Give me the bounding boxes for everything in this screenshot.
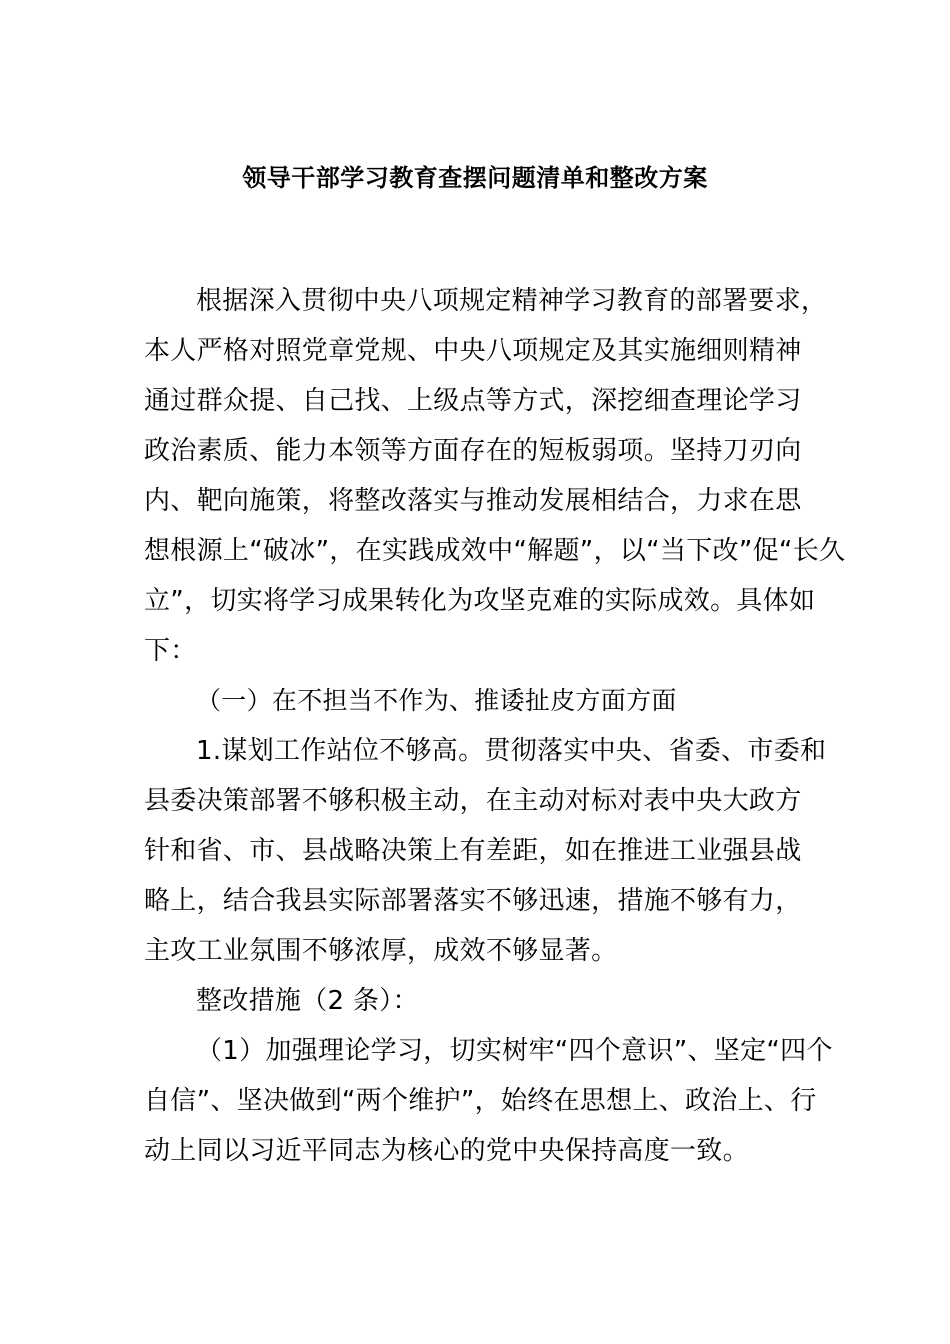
paragraph-line: 动上同以习近平同志为核心的党中央保持高度一致。: [144, 1136, 749, 1166]
document-title: 领导干部学习教育查摆问题清单和整改方案: [242, 164, 708, 192]
paragraph-line: 下：: [144, 636, 197, 666]
paragraph-line: 主攻工业氛围不够浓厚，成效不够显著。: [144, 936, 618, 966]
paragraph-line: 想根源上“破冰”，在实践成效中“解题”，以“当下改”促“长久: [144, 536, 846, 566]
paragraph-line: 自信”、坚决做到“两个维护”，始终在思想上、政治上、行: [144, 1086, 817, 1116]
paragraph-line: 通过群众提、自己找、上级点等方式，深挖细查理论学习: [144, 386, 802, 416]
measures-heading: 整改措施（2 条）：: [196, 986, 419, 1016]
paragraph-line: 内、靶向施策，将整改落实与推动发展相结合，力求在思: [144, 486, 802, 516]
section-heading: （一）在不担当不作为、推诿扯皮方面方面: [196, 686, 677, 715]
paragraph-line: 立”，切实将学习成果转化为攻坚克难的实际成效。具体如: [144, 586, 816, 616]
paragraph-line: （1）加强理论学习，切实树牢“四个意识”、坚定“四个: [196, 1036, 833, 1066]
paragraph-line: 略上，结合我县实际部署落实不够迅速，措施不够有力，: [144, 886, 802, 916]
paragraph-line: 本人严格对照党章党规、中央八项规定及其实施细则精神: [144, 336, 802, 366]
paragraph-line: 政治素质、能力本领等方面存在的短板弱项。坚持刀刃向: [144, 436, 802, 466]
paragraph-line: 针和省、市、县战略决策上有差距，如在推进工业强县战: [144, 836, 802, 866]
paragraph-line: 县委决策部署不够积极主动，在主动对标对表中央大政方: [144, 786, 802, 816]
paragraph-line: 1.谋划工作站位不够高。贯彻落实中央、省委、市委和: [196, 736, 827, 766]
paragraph-line: 根据深入贯彻中央八项规定精神学习教育的部署要求，: [196, 286, 828, 316]
